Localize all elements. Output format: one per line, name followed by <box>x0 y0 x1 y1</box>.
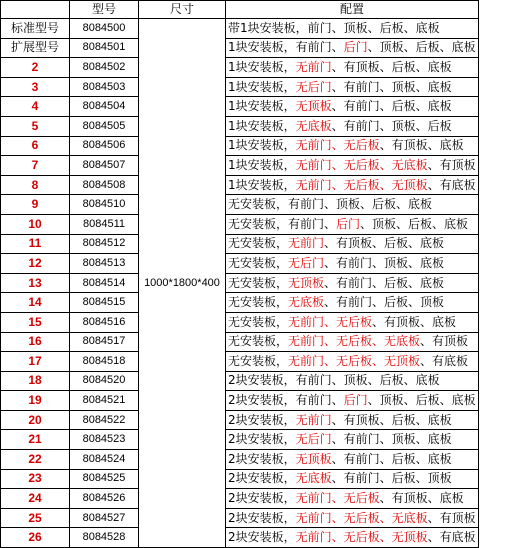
config-highlight: 无底板 <box>295 471 332 486</box>
row-number: 16 <box>1 332 70 352</box>
model-code: 8084507 <box>70 156 139 176</box>
config-text: 1块安装板， <box>228 59 296 74</box>
row-number: 5 <box>1 116 70 136</box>
row-number: 18 <box>1 371 70 391</box>
config-highlight: 后门 <box>343 40 368 55</box>
table-row <box>1 508 479 528</box>
config-text: 、有顶板、底板 <box>379 491 464 506</box>
config-text: 带1块安装板，前门、顶板、后板、底板 <box>228 20 440 35</box>
model-code: 8084503 <box>70 77 139 97</box>
config-text: 、有前门、顶板、底板 <box>324 255 445 270</box>
model-code: 8084501 <box>70 38 139 58</box>
table-row <box>1 97 479 117</box>
config-highlight: 无前门、无后板 <box>295 491 380 506</box>
table-body <box>1 19 479 548</box>
config-cell <box>226 195 479 215</box>
model-code: 8084525 <box>70 469 139 489</box>
row-number: 15 <box>1 312 70 332</box>
row-number: 7 <box>1 156 70 176</box>
model-code: 8084528 <box>70 528 139 548</box>
row-number: 10 <box>1 214 70 234</box>
table-row <box>1 19 479 39</box>
row-number: 26 <box>1 528 70 548</box>
model-code: 8084511 <box>70 214 139 234</box>
config-cell <box>226 508 479 528</box>
config-text: 、有顶板、后板、底板 <box>324 236 445 251</box>
row-number: 扩展型号 <box>1 38 70 58</box>
model-code: 8084514 <box>70 273 139 293</box>
row-number: 13 <box>1 273 70 293</box>
config-text: 2块安装板， <box>228 530 296 545</box>
config-highlight: 无后门 <box>295 432 332 447</box>
table-row <box>1 77 479 97</box>
config-highlight: 无顶板 <box>295 451 332 466</box>
config-highlight: 无前门、无后板、无顶板 <box>288 353 421 368</box>
config-text: 、有底板 <box>427 530 476 545</box>
config-text: 、顶板、后板、底板 <box>367 393 476 408</box>
row-number: 3 <box>1 77 70 97</box>
config-highlight: 后门 <box>343 393 368 408</box>
config-highlight: 无前门 <box>295 412 332 427</box>
row-number: 25 <box>1 508 70 528</box>
model-code: 8084500 <box>70 19 139 39</box>
table-row <box>1 136 479 156</box>
config-text: 、有前门、顶板、底板 <box>331 79 452 94</box>
config-highlight: 无前门、无后板、无顶板 <box>295 530 428 545</box>
table-row <box>1 234 479 254</box>
config-text: 无安装板， <box>228 334 289 349</box>
config-cell <box>226 352 479 372</box>
row-number: 17 <box>1 352 70 372</box>
row-number: 22 <box>1 450 70 470</box>
table-row <box>1 489 479 509</box>
config-text: 、有前门、顶板、底板 <box>331 432 452 447</box>
config-highlight: 无前门、无后板 <box>288 314 373 329</box>
config-cell <box>226 58 479 78</box>
config-cell <box>226 528 479 548</box>
config-cell <box>226 489 479 509</box>
table-row <box>1 156 479 176</box>
config-text: 、顶板、后板、底板 <box>367 40 476 55</box>
table-row <box>1 469 479 489</box>
config-text: 无安装板， <box>228 295 289 310</box>
config-cell <box>226 136 479 156</box>
size-cell: 1000*1800*400 <box>139 19 226 548</box>
model-code: 8084505 <box>70 116 139 136</box>
table-header-row <box>1 1 479 19</box>
config-highlight: 无顶板 <box>288 275 325 290</box>
row-number: 6 <box>1 136 70 156</box>
header-size: 尺寸 <box>139 1 226 19</box>
config-highlight: 无后门 <box>295 79 332 94</box>
config-text: 2块安装板， <box>228 510 296 525</box>
table-row <box>1 450 479 470</box>
model-code: 8084512 <box>70 234 139 254</box>
config-text: 2块安装板，有前门、 <box>228 393 344 408</box>
config-highlight: 无底板 <box>295 118 332 133</box>
table-row <box>1 273 479 293</box>
model-code: 8084516 <box>70 312 139 332</box>
config-text: 、有前门、后板、顶板 <box>324 295 445 310</box>
config-highlight: 无前门 <box>288 236 325 251</box>
config-highlight: 无后门 <box>288 255 325 270</box>
config-text: 2块安装板， <box>228 491 296 506</box>
model-code: 8084513 <box>70 254 139 274</box>
config-cell <box>226 97 479 117</box>
table-row <box>1 528 479 548</box>
table-row <box>1 195 479 215</box>
config-text: 无安装板， <box>228 314 289 329</box>
model-code: 8084504 <box>70 97 139 117</box>
config-text: 、有顶板、底板 <box>372 314 457 329</box>
config-text: 、有顶板 <box>420 334 469 349</box>
table-row <box>1 352 479 372</box>
table-row <box>1 38 479 58</box>
config-text: 、有前门、后板、顶板 <box>331 471 452 486</box>
config-text: 、有顶板、后板、底板 <box>331 412 452 427</box>
config-text: 1块安装板， <box>228 138 296 153</box>
config-text: 2块安装板， <box>228 412 296 427</box>
table-row <box>1 371 479 391</box>
config-text: 2块安装板， <box>228 451 296 466</box>
row-number: 12 <box>1 254 70 274</box>
config-text: 无安装板， <box>228 353 289 368</box>
config-cell <box>226 293 479 313</box>
config-cell <box>226 371 479 391</box>
model-code: 8084517 <box>70 332 139 352</box>
config-highlight: 无前门、无后板、无底板 <box>295 157 428 172</box>
table-row <box>1 175 479 195</box>
table-row <box>1 293 479 313</box>
config-cell <box>226 77 479 97</box>
config-text: 、有顶板、后板、底板 <box>331 59 452 74</box>
model-code: 8084527 <box>70 508 139 528</box>
config-text: 1块安装板， <box>228 177 296 192</box>
model-code: 8084524 <box>70 450 139 470</box>
config-cell <box>226 214 479 234</box>
config-cell <box>226 410 479 430</box>
header-model: 型号 <box>70 1 139 19</box>
model-code: 8084520 <box>70 371 139 391</box>
config-text: 、有前门、后板、底板 <box>331 451 452 466</box>
config-cell <box>226 469 479 489</box>
config-text: 1块安装板，有前门、 <box>228 40 344 55</box>
table-row <box>1 430 479 450</box>
config-text: 无安装板，有前门、 <box>228 216 337 231</box>
config-cell <box>226 312 479 332</box>
row-number: 19 <box>1 391 70 411</box>
table-row <box>1 254 479 274</box>
table-row <box>1 410 479 430</box>
model-code: 8084526 <box>70 489 139 509</box>
table-row <box>1 214 479 234</box>
config-highlight: 无前门、无后板、无顶板 <box>295 177 428 192</box>
config-highlight: 无前门、无后板 <box>295 138 380 153</box>
config-cell <box>226 38 479 58</box>
config-cell <box>226 234 479 254</box>
table-row <box>1 391 479 411</box>
model-code: 8084506 <box>70 136 139 156</box>
config-cell <box>226 391 479 411</box>
model-code: 8084522 <box>70 410 139 430</box>
config-highlight: 无底板 <box>288 295 325 310</box>
config-highlight: 无顶板 <box>295 99 332 114</box>
config-text: 、有顶板 <box>427 157 476 172</box>
config-text: 、有前门、顶板、后板 <box>331 118 452 133</box>
config-text: 1块安装板， <box>228 157 296 172</box>
row-number: 23 <box>1 469 70 489</box>
model-code: 8084521 <box>70 391 139 411</box>
row-number: 21 <box>1 430 70 450</box>
config-text: 无安装板， <box>228 275 289 290</box>
header-index <box>1 1 70 19</box>
model-code: 8084518 <box>70 352 139 372</box>
config-text: 、有前门、后板、底板 <box>331 99 452 114</box>
config-cell <box>226 19 479 39</box>
row-number: 8 <box>1 175 70 195</box>
config-text: 2块安装板， <box>228 432 296 447</box>
row-number: 9 <box>1 195 70 215</box>
config-text: 、有底板 <box>427 177 476 192</box>
config-highlight: 无前门、无后板、无底板 <box>295 510 428 525</box>
model-code: 8084515 <box>70 293 139 313</box>
config-cell <box>226 450 479 470</box>
config-cell <box>226 175 479 195</box>
config-text: 2块安装板， <box>228 471 296 486</box>
config-text: 、有顶板、底板 <box>379 138 464 153</box>
config-text: 1块安装板， <box>228 99 296 114</box>
row-number: 标准型号 <box>1 19 70 39</box>
config-cell <box>226 254 479 274</box>
config-highlight: 无前门、无后板、无底板 <box>288 334 421 349</box>
config-text: 无安装板， <box>228 236 289 251</box>
config-cell <box>226 430 479 450</box>
config-text: 2块安装板，有前门、顶板、后板、底板 <box>228 373 440 388</box>
row-number: 20 <box>1 410 70 430</box>
table-row <box>1 58 479 78</box>
model-code: 8084510 <box>70 195 139 215</box>
table-row <box>1 332 479 352</box>
config-highlight: 后门 <box>336 216 361 231</box>
config-cell <box>226 156 479 176</box>
config-text: 、顶板、后板、底板 <box>360 216 469 231</box>
row-number: 2 <box>1 58 70 78</box>
config-highlight: 无前门 <box>295 59 332 74</box>
config-cell <box>226 273 479 293</box>
model-code: 8084502 <box>70 58 139 78</box>
config-text: 1块安装板， <box>228 79 296 94</box>
model-code: 8084523 <box>70 430 139 450</box>
config-cell <box>226 332 479 352</box>
table-row <box>1 312 479 332</box>
config-text: 、有底板 <box>420 353 469 368</box>
config-cell <box>226 116 479 136</box>
config-text: 、有前门、后板、底板 <box>324 275 445 290</box>
table-row <box>1 116 479 136</box>
config-text: 、有顶板 <box>427 510 476 525</box>
config-text: 无安装板，有前门、顶板、后板、底板 <box>228 197 433 212</box>
config-text: 1块安装板， <box>228 118 296 133</box>
row-number: 24 <box>1 489 70 509</box>
row-number: 11 <box>1 234 70 254</box>
header-config: 配置 <box>226 1 479 19</box>
model-code: 8084508 <box>70 175 139 195</box>
row-number: 4 <box>1 97 70 117</box>
config-text: 无安装板， <box>228 255 289 270</box>
row-number: 14 <box>1 293 70 313</box>
